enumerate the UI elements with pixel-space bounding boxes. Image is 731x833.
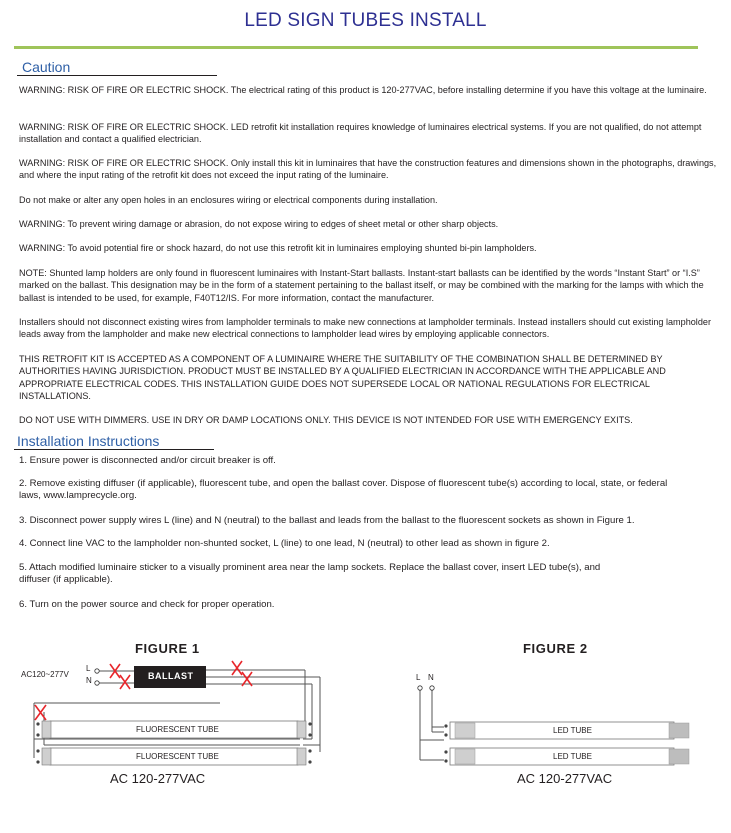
neutral-label: N: [428, 673, 434, 682]
figure1-caption: AC 120-277VAC: [110, 771, 206, 786]
caution-paragraph: WARNING: To avoid potential fire or shock hazard, do not use this retrofit kit in luminaires employing shunted bi-pin lampholders.: [19, 243, 537, 253]
tube-label: LED TUBE: [553, 752, 592, 761]
caution-paragraph: WARNING: To prevent wiring damage or abrasion, do not expose wiring to edges of sheet metal or other sharp objects.: [19, 219, 499, 229]
neutral-label: N: [86, 676, 92, 685]
installation-step: 1. Ensure power is disconnected and/or circuit breaker is off.: [19, 455, 276, 466]
installation-step: 3. Disconnect power supply wires L (line) and N (neutral) to the ballast and leads from the ballast to the fluorescent sockets as shown in Figure 1.: [19, 515, 635, 526]
tube-label: LED TUBE: [553, 726, 592, 735]
page-title: LED SIGN TUBES INSTALL: [244, 10, 487, 31]
line-label: L: [86, 664, 91, 673]
input-voltage-label: AC120~277V: [21, 670, 69, 679]
installation-step: 6. Turn on the power source and check for proper operation.: [19, 599, 275, 610]
tube-label: FLUORESCENT TUBE: [136, 752, 219, 761]
figure1-label: FIGURE 1: [135, 641, 200, 656]
caution-paragraph: WARNING: RISK OF FIRE OR ELECTRIC SHOCK. The electrical rating of this product is 120-277VAC, before installing determine if you have this voltage at the luminaire.: [19, 85, 707, 95]
installation-step: 4. Connect line VAC to the lampholder non-shunted socket, L (line) to one lead, N (neutral) to other lead as shown in figure 2.: [19, 538, 550, 549]
figure2-label: FIGURE 2: [523, 641, 588, 656]
caution-paragraph: Do not make or alter any open holes in an enclosures wiring or electrical components during installation.: [19, 195, 438, 205]
figure2-caption: AC 120-277VAC: [517, 771, 613, 786]
caution-paragraph: WARNING: RISK OF FIRE OR ELECTRIC SHOCK. LED retrofit kit installation requires knowledge of luminaires electrical systems. If you are not qualified, do not attempt installation and contact a qualified electrician.: [19, 122, 702, 145]
caution-paragraph: DO NOT USE WITH DIMMERS. USE IN DRY OR DAMP LOCATIONS ONLY. THIS DEVICE IS NOT INTENDED FOR USE WITH EMERGENCY EXITS.: [19, 415, 633, 425]
caution-paragraph: NOTE: Shunted lamp holders are only found in fluorescent luminaires with Instant-Start ballasts. Instant-start ballasts can be identified by the words “Instant Start” or “I.S” marked on the ballast. This designation may be in the form of a statement pertaining to the ballast itself, or may be combined with the marking for the lamps with which the ballast is intended to be used, for example, F40T12/IS. For more information, contact the manufacturer.: [19, 268, 704, 303]
tube-label: FLUORESCENT TUBE: [136, 725, 219, 734]
caution-paragraph: THIS RETROFIT KIT IS ACCEPTED AS A COMPONENT OF A LUMINAIRE WHERE THE SUITABILITY OF THE COMBINATION SHALL BE DETERMINED BY AUTHORITIES HAVING JURISDICTION. PRODUCT MUST BE INSTALLED BY A QUALIFIED ELECTRICIAN IN ACCORDANCE WITH THE APPLICABLE AND APPROPRIATE ELECTRICAL CODES. THIS INSTALLATION GUIDE DOES NOT SUPERSEDE LOCAL OR NATIONAL REGULATIONS FOR ELECTRICAL INSTALLATIONS.: [19, 354, 666, 401]
line-label: L: [416, 673, 421, 682]
caution-paragraph: WARNING: RISK OF FIRE OR ELECTRIC SHOCK. Only install this kit in luminaires that have the construction features and dimensions shown in the photographs, drawings, and where the input rating of the retrofit kit does not exceed the input rating of the luminaire.: [19, 158, 717, 181]
installation-step: 2. Remove existing diffuser (if applicable), fluorescent tube, and open the ballast cover. Dispose of fluorescent tube(s) according to local, state, or federal laws, www.lamprecycle.org.: [19, 478, 668, 502]
ballast-label: BALLAST: [148, 671, 194, 681]
installation-step: 5. Attach modified luminaire sticker to a visually prominent area near the lamp sockets. Replace the ballast cover, insert LED tube(s), and diffuser (if applicable).: [19, 562, 601, 586]
caution-heading: Caution: [22, 59, 71, 75]
caution-paragraph: Installers should not disconnect existing wires from lampholder terminals to make new connections at lampholder terminals. Instead installers should cut existing lampholder leads away from the lampholder and make new electrical connections to lampholder lead wires by employing applicable connectors.: [19, 317, 711, 340]
installation-heading: Installation Instructions: [17, 433, 160, 449]
